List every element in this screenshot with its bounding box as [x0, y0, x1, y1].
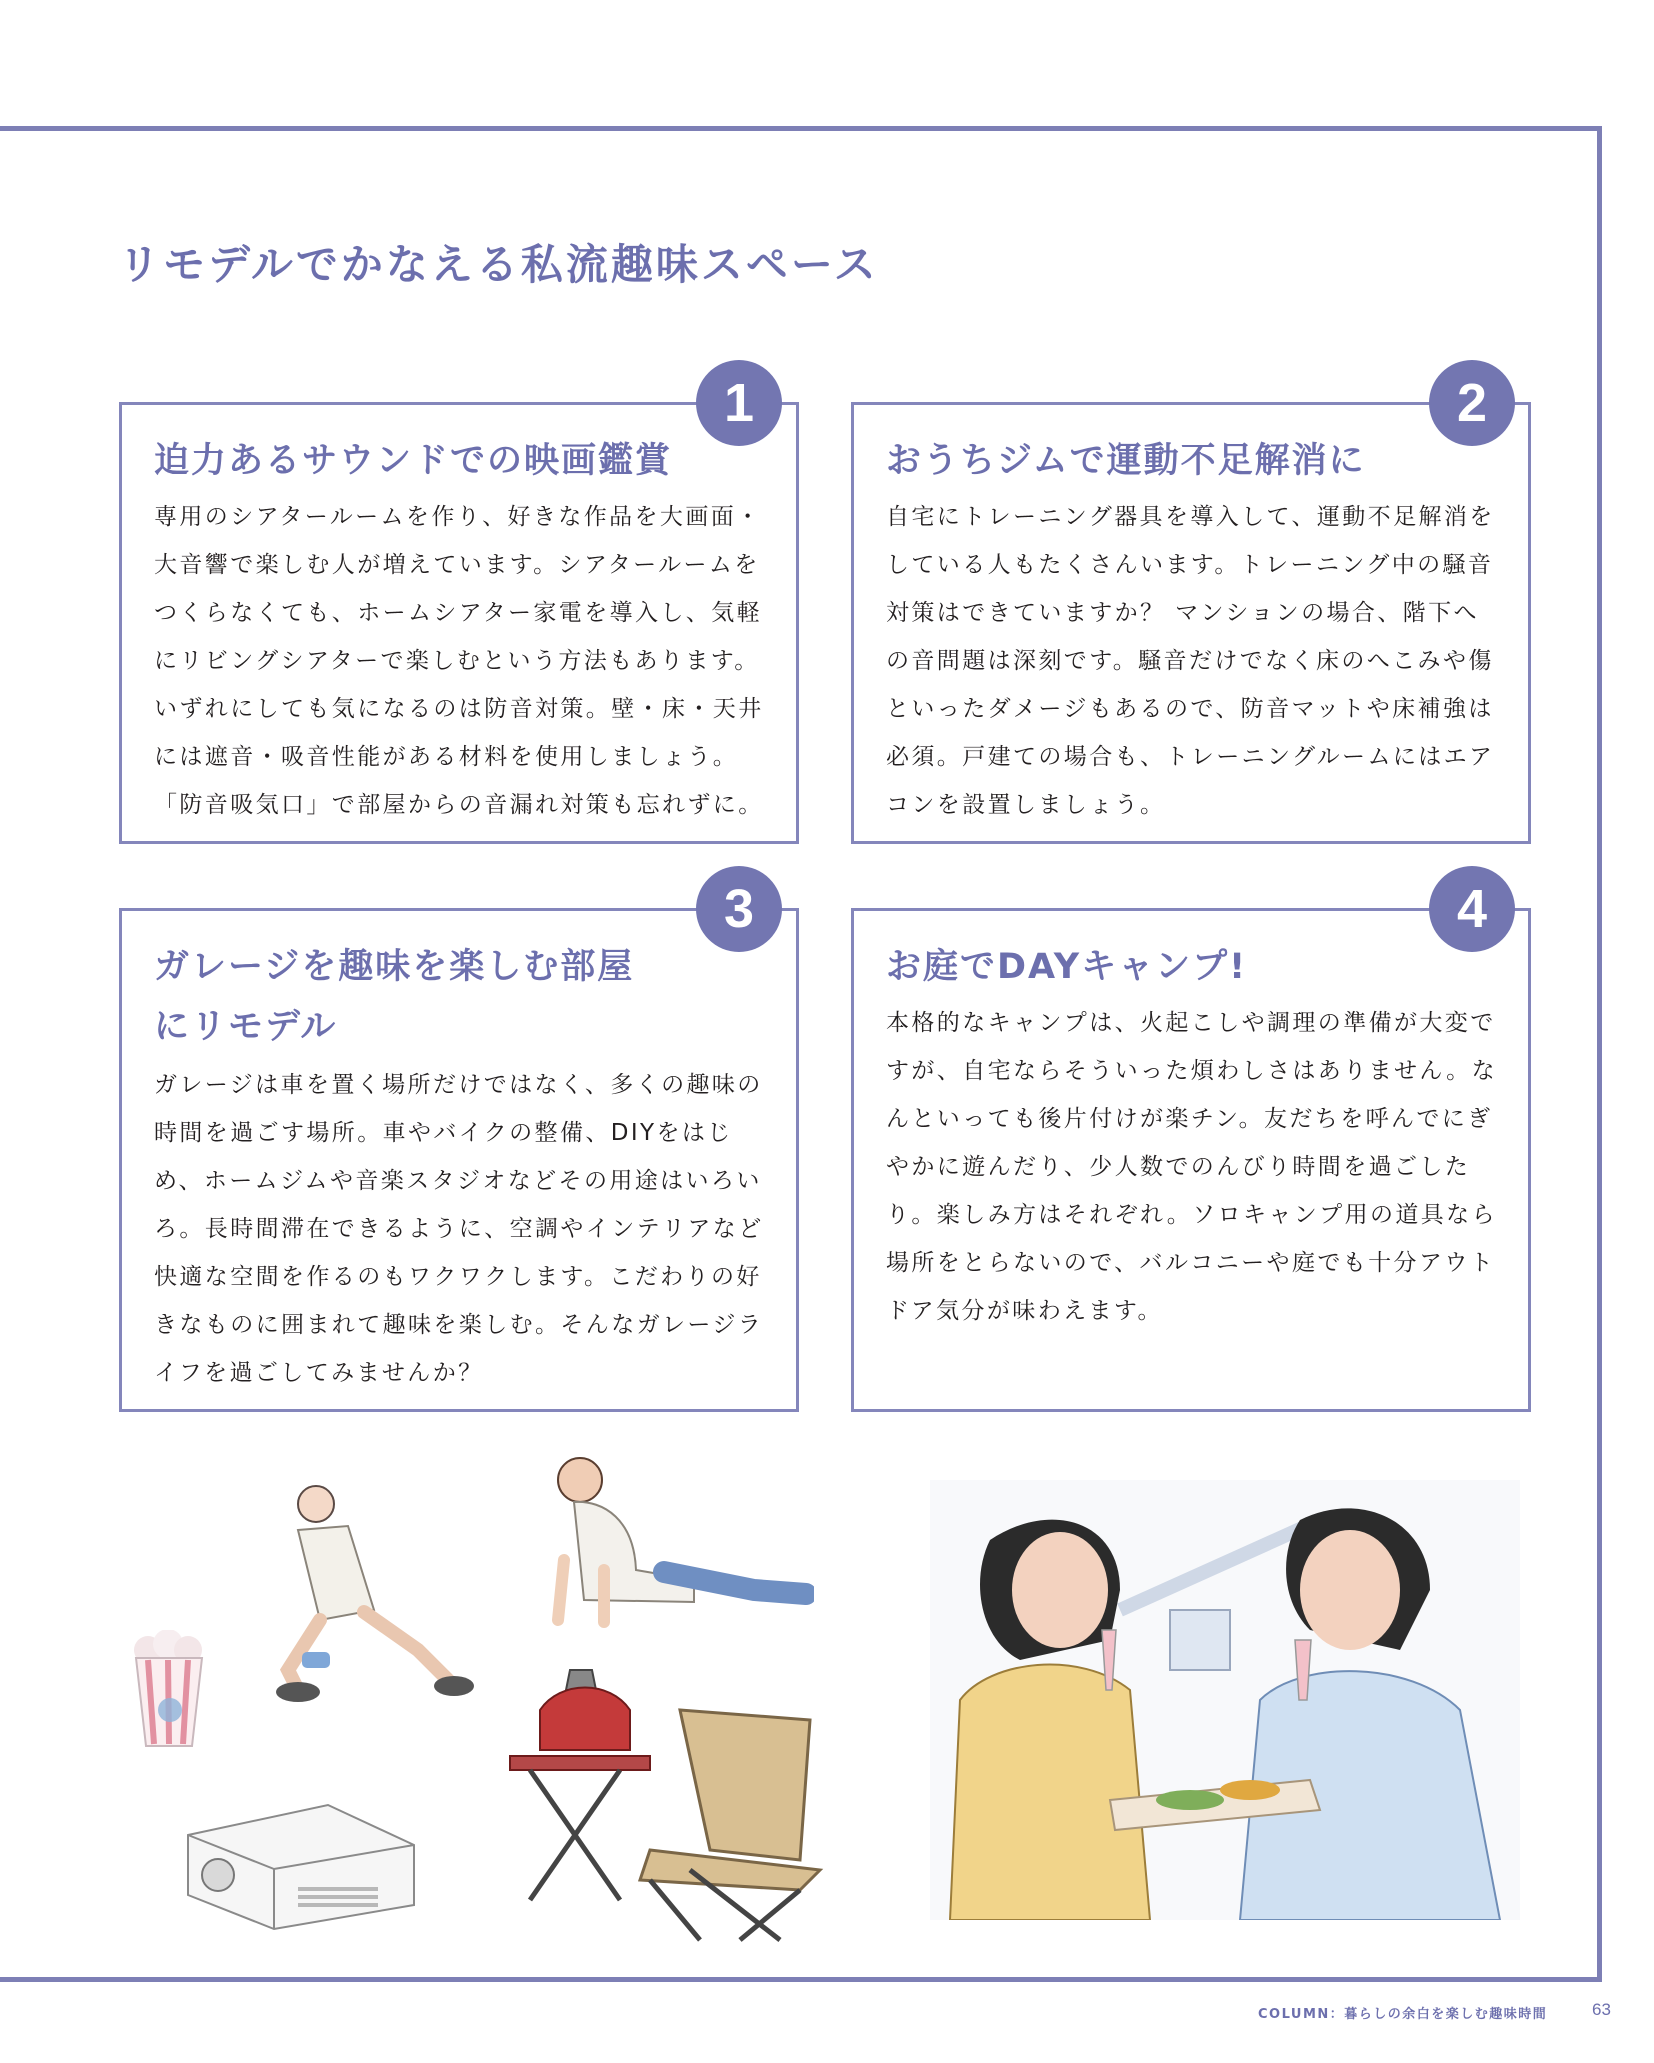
- friends-toasting-illustration: [930, 1480, 1520, 1920]
- page-number: 63: [1592, 2000, 1611, 2019]
- card-day-camp: [851, 908, 1531, 1412]
- card-theater: [119, 402, 799, 844]
- camp-chair-illustration: [630, 1690, 848, 1950]
- card-number-badge: 2: [1429, 360, 1515, 446]
- card-body: 本格的なキャンプは、火起こしや調理の準備が大変ですが、自宅ならそういった煩わしさはありません。なんといっても後片付けが楽チン。友だちを呼んでにぎやかに遊んだり、少人数でのんびり時間を過ごしたり。楽しみ方はそれぞれ。ソロキャンプ用の道具なら場所をとらないので、バルコニーや庭でも十分アウトドア気分が味わえます。: [886, 1010, 1497, 1324]
- card-title: おうちジムで運動不足解消に: [886, 441, 1366, 481]
- card-title: 迫力あるサウンドでの映画鑑賞: [154, 441, 673, 481]
- card-body: 自宅にトレーニング器具を導入して、運動不足解消をしている人もたくさんいます。トレーニング中の騒音対策はできていますか？ マンションの場合、階下への音問題は深刻です。騒音だけでなく床のへこみや傷といったダメージもあるので、防音マットや床補強は必須。戸建ての場合も、トレーニングルームにはエアコンを設置しましょう。: [886, 504, 1495, 818]
- card-garage: [119, 908, 799, 1412]
- page-title: リモデルでかなえる私流趣味スペース: [118, 240, 879, 289]
- man-stretching-illustration: [544, 1450, 814, 1640]
- card-home-gym: [851, 402, 1531, 844]
- woman-exercising-illustration: [268, 1480, 480, 1710]
- card-number-badge: 4: [1429, 866, 1515, 952]
- popcorn-illustration: [128, 1630, 210, 1750]
- card-body: ガレージは車を置く場所だけではなく、多くの趣味の時間を過ごす場所。車やバイクの整備、DIYをはじめ、ホームジムや音楽スタジオなどその用途はいろいろ。長時間滞在できるように、空調やインテリアなど快適な空間を作るのもワクワクします。こだわりの好きなものに囲まれて趣味を楽しむ。そんなガレージライフを過ごしてみませんか？: [154, 1072, 764, 1386]
- card-title: ガレージを趣味を楽しむ部屋にリモデル: [154, 947, 635, 1047]
- card-title: お庭でDAYキャンプ!: [886, 947, 1248, 987]
- footer-column-label: COLUMN：暮らしの余白を楽しむ趣味時間: [1258, 2007, 1548, 2022]
- projector-illustration: [178, 1795, 422, 1933]
- card-number-badge: 1: [696, 360, 782, 446]
- card-number-badge: 3: [696, 866, 782, 952]
- card-body: 専用のシアタールームを作り、好きな作品を大画面・大音響で楽しむ人が増えています。シアタールームをつくらなくても、ホームシアター家電を導入し、気軽にリビングシアターで楽しむという方法もあります。いずれにしても気になるのは防音対策。壁・床・天井には遮音・吸音性能がある材料を使用しましょう。「防音吸気口」で部屋からの音漏れ対策も忘れずに。: [154, 504, 764, 818]
